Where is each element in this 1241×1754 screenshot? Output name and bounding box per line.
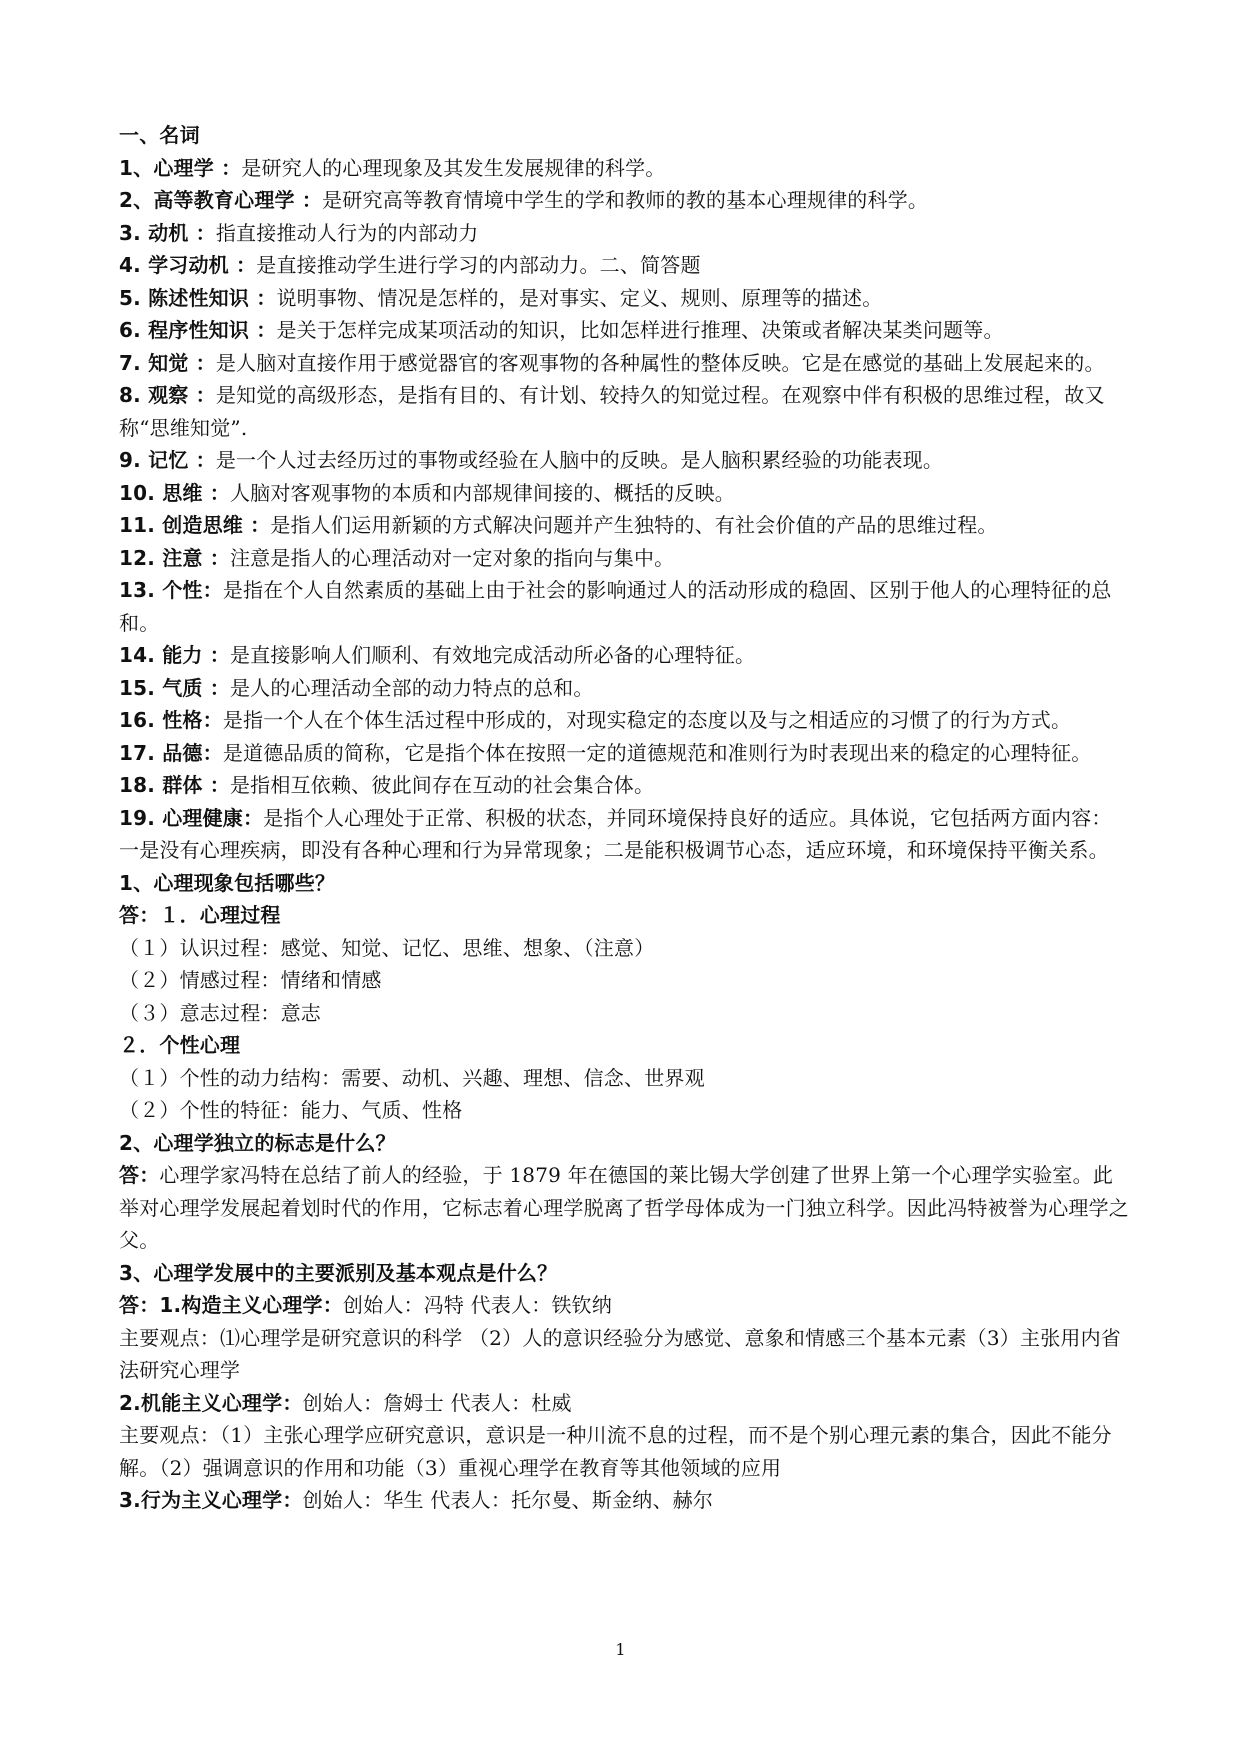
term-separator: ： [202, 480, 230, 505]
term-name: 程序性知识 [148, 318, 250, 342]
term-item [119, 249, 1129, 282]
document-body [119, 119, 1129, 1517]
term-name: 品德 [162, 740, 203, 765]
term-item [119, 574, 1129, 639]
term-separator: ： [188, 350, 216, 375]
term-definition: 是直接影响人们顺利、有效地完成活动所必备的心理特征。 [229, 643, 756, 667]
term-name: 能力 [162, 643, 203, 667]
term-number: 11. [119, 513, 163, 537]
answer-label: 答： [119, 1163, 160, 1187]
term-definition: 是知觉的高级形态，是指有目的、有计划、较持久的知觉过程。在观察中伴有积极的思维过程，故又称“思维知觉”. [119, 383, 1105, 440]
term-item [119, 737, 1129, 770]
answer-heading [119, 899, 1129, 932]
term-definition: 是道德品质的简称，它是指个体在按照一定的道德规范和准则行为时表现出来的稳定的心理特征。 [222, 740, 1092, 765]
term-separator: ： [228, 253, 257, 277]
term-item [119, 282, 1129, 315]
term-definition: 是人脑对直接作用于感觉器官的客观事物的各种属性的整体反映。它是在感觉的基础上发展起来的。 [215, 350, 1105, 375]
term-definition: 是人的心理活动全部的动力特点的总和。 [229, 675, 594, 700]
school-heading [119, 1289, 1129, 1322]
question-heading: 1、心理现象包括哪些？ [119, 870, 336, 895]
school-views: 主要观点：⑴心理学是研究意识的科学 （2）人的意识经验分为感觉、意象和情感三个基本元素（3）主张用内省法研究心理学 [119, 1325, 1122, 1382]
term-item [119, 639, 1129, 672]
term-definition: 人脑对客观事物的本质和内部规律间接的、概括的反映。 [229, 480, 735, 505]
term-number: 2、 [119, 188, 154, 212]
term-separator: ： [202, 740, 223, 765]
term-name: 高等教育心理学 [153, 188, 295, 212]
term-name: 记忆 [148, 448, 189, 472]
term-number: 4. [119, 253, 149, 277]
school-title: 1.构造主义心理学： [159, 1293, 343, 1317]
term-number: 7. [119, 350, 149, 375]
term-separator: ： [188, 383, 216, 407]
term-item [119, 184, 1129, 217]
answer-text: 心理学家冯特在总结了前人的经验，于 1879 年在德国的莱比锡大学创建了世界上第一个心理学实验室。此举对心理学发展起着划时代的作用，它标志着心理学脱离了哲学母体成为一门独立科学。因此冯特被誉为心理学之父。 [119, 1163, 1129, 1252]
term-separator: ： [249, 318, 277, 342]
term-number: 8. [119, 383, 149, 407]
term-number: 5. [119, 285, 149, 310]
term-definition: 指直接推动人行为的内部动力 [215, 220, 479, 245]
term-number: 9. [119, 448, 149, 472]
answer-label: 答： [119, 903, 160, 927]
question-heading: 2、心理学独立的标志是什么？ [119, 1130, 396, 1155]
answer-paragraph [119, 1159, 1129, 1257]
page-number: 1 [615, 1640, 626, 1659]
term-number: 18. [119, 773, 163, 797]
term-name: 气质 [162, 675, 203, 700]
term-definition: 是指相互依赖、彼此间存在互动的社会集合体。 [229, 773, 655, 797]
list-item: （１）认识过程：感觉、知觉、记忆、思维、想象、（注意） [119, 935, 655, 960]
list-item: （３）意志过程：意志 [119, 1000, 321, 1025]
term-number: 17. [119, 740, 163, 765]
term-name: 陈述性知识 [148, 285, 250, 310]
term-name: 动机 [148, 220, 189, 245]
question-heading: 3、心理学发展中的主要派别及基本观点是什么？ [119, 1260, 558, 1285]
term-name: 创造思维 [162, 513, 244, 537]
term-separator: ： [249, 285, 277, 310]
term-name: 心理学 [153, 155, 214, 180]
term-name: 心理健康 [162, 805, 244, 830]
term-item [119, 769, 1129, 802]
term-number: 3. [119, 220, 149, 245]
term-separator: ： [202, 773, 230, 797]
term-number: 15. [119, 675, 163, 700]
term-number: 14. [119, 643, 163, 667]
list-item: （２）情感过程：情绪和情感 [119, 968, 382, 992]
subsection-title: １．心理过程 [159, 903, 281, 927]
term-name: 性格 [162, 708, 203, 732]
term-separator: ： [188, 448, 216, 472]
term-name: 知觉 [148, 350, 189, 375]
term-number: 19. [119, 805, 163, 830]
term-name: 观察 [148, 383, 189, 407]
school-title: 3.行为主义心理学： [119, 1488, 303, 1512]
term-definition: 是指一个人在个体生活过程中形成的，对现实稳定的态度以及与之相适应的习惯了的行为方式。 [222, 708, 1072, 732]
term-name: 个性 [162, 578, 203, 602]
term-item [119, 509, 1129, 542]
section-title: 一、名词 [119, 123, 200, 147]
term-definition: 是关于怎样完成某项活动的知识，比如怎样进行推理、决策或者解决某类问题等。 [276, 318, 1004, 342]
list-item: （２）个性的特征：能力、气质、性格 [119, 1098, 463, 1122]
term-item [119, 217, 1129, 250]
term-name: 群体 [162, 773, 203, 797]
term-item [119, 152, 1129, 185]
term-separator: ： [202, 545, 230, 570]
term-name: 思维 [162, 480, 203, 505]
term-item [119, 477, 1129, 510]
term-definition: 注意是指人的心理活动对一定对象的指向与集中。 [229, 545, 675, 570]
term-definition: 是一个人过去经历过的事物或经验在人脑中的反映。是人脑积累经验的功能表现。 [215, 448, 944, 472]
term-separator: ： [202, 578, 223, 602]
answer-label: 答： [119, 1293, 160, 1317]
term-number: 13. [119, 578, 163, 602]
school-title: 2.机能主义心理学： [119, 1390, 303, 1415]
list-item: （１）个性的动力结构：需要、动机、兴趣、理想、信念、世界观 [119, 1065, 705, 1090]
school-heading [119, 1387, 1129, 1420]
school-founder: 创始人：华生 代表人：托尔曼、斯金纳、赫尔 [302, 1488, 714, 1512]
school-heading [119, 1484, 1129, 1517]
term-separator: ： [213, 155, 242, 180]
term-separator: ： [188, 220, 216, 245]
school-views: 主要观点：（1）主张心理学应研究意识，意识是一种川流不息的过程，而不是个别心理元素的集合，因此不能分解。（2）强调意识的作用和功能（3）重视心理学在教育等其他领域的应用 [119, 1423, 1112, 1480]
term-item [119, 704, 1129, 737]
term-number: 6. [119, 318, 149, 342]
term-item [119, 347, 1129, 380]
term-separator: ： [294, 188, 323, 212]
term-definition: 是指人们运用新颖的方式解决问题并产生独特的、有社会价值的产品的思维过程。 [270, 513, 998, 537]
term-separator: ： [202, 675, 230, 700]
term-separator: ： [202, 708, 223, 732]
term-name: 学习动机 [148, 253, 229, 277]
term-definition: 是直接推动学生进行学习的内部动力。二、简答题 [256, 253, 701, 277]
school-founder: 创始人：詹姆士 代表人：杜威 [302, 1390, 572, 1415]
term-definition: 是研究高等教育情境中学生的学和教师的教的基本心理规律的科学。 [322, 188, 929, 212]
term-separator: ： [243, 805, 264, 830]
term-item [119, 379, 1129, 444]
term-name: 注意 [162, 545, 203, 570]
term-number: 12. [119, 545, 163, 570]
term-item [119, 802, 1129, 867]
term-definition: 是研究人的心理现象及其发生发展规律的科学。 [241, 155, 666, 180]
term-item [119, 444, 1129, 477]
term-definition: 是指个人心理处于正常、积极的状态，并同环境保持良好的适应。具体说，它包括两方面内容：一是没有心理疾病，即没有各种心理和行为异常现象；二是能积极调节心态，适应环境，和环境保持平衡关系。 [119, 805, 1112, 862]
term-item [119, 314, 1129, 347]
subsection-title: ２．个性心理 [119, 1033, 241, 1057]
school-founder: 创始人：冯特 代表人：铁钦纳 [342, 1293, 613, 1317]
term-separator: ： [202, 643, 230, 667]
term-item [119, 672, 1129, 705]
term-number: 1、 [119, 155, 154, 180]
term-number: 10. [119, 480, 163, 505]
term-separator: ： [243, 513, 271, 537]
term-definition: 说明事物、情况是怎样的，是对事实、定义、规则、原理等的描述。 [276, 285, 883, 310]
term-number: 16. [119, 708, 163, 732]
term-item [119, 542, 1129, 575]
term-definition: 是指在个人自然素质的基础上由于社会的影响通过人的活动形成的稳固、区别于他人的心理特征的总和。 [119, 578, 1112, 635]
